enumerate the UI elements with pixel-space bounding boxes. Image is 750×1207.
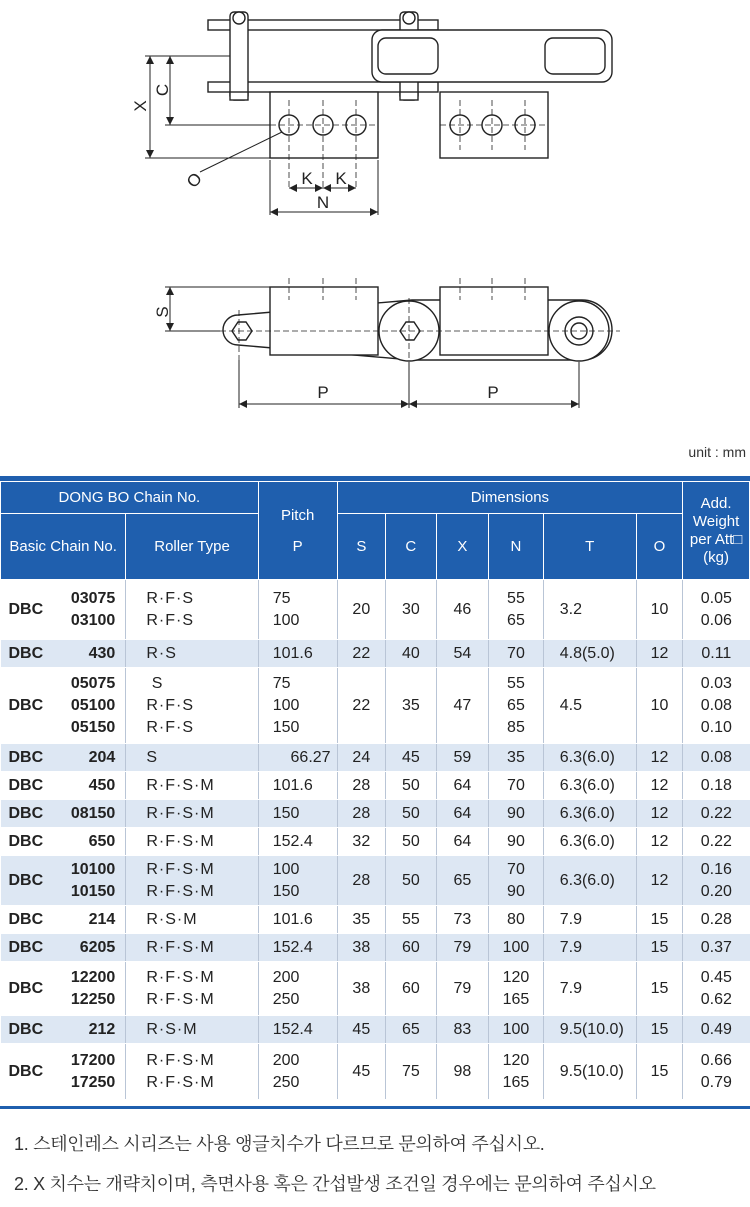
row-pitch: 75 100 150: [258, 668, 337, 744]
row-pitch: 66.27: [258, 744, 337, 772]
row-prefix: DBC: [1, 1016, 62, 1044]
row-pitch: 152.4: [258, 828, 337, 856]
row-n: 120 165: [489, 1044, 544, 1100]
row-c: 50: [386, 828, 437, 856]
row-x: 46: [436, 580, 489, 640]
row-roller-type: S R·F·S R·F·S: [126, 668, 258, 744]
note-2: 2. X 치수는 개략치이며, 측면사용 혹은 간섭발생 조건일 경우에는 문의하여 주십시오: [14, 1174, 656, 1194]
row-n: 90: [489, 828, 544, 856]
table-row: [1, 828, 750, 856]
row-prefix: DBC: [1, 640, 62, 668]
row-weight: 0.16 0.20: [683, 856, 750, 906]
dim-label-p1: P: [317, 383, 329, 402]
row-x: 59: [436, 744, 489, 772]
row-x: 98: [436, 1044, 489, 1100]
row-chain-no: 204: [61, 744, 126, 772]
row-roller-type: R·F·S·M: [126, 800, 258, 828]
row-pitch: 152.4: [258, 1016, 337, 1044]
row-pitch: 101.6: [258, 640, 337, 668]
row-t: 6.3(6.0): [543, 856, 636, 906]
row-c: 50: [386, 800, 437, 828]
row-weight: 0.03 0.08 0.10: [683, 668, 750, 744]
row-roller-type: S: [126, 744, 258, 772]
table-row: [1, 640, 750, 668]
row-x: 79: [436, 934, 489, 962]
header-basic: Basic Chain No.: [1, 514, 126, 580]
row-o: 15: [636, 1044, 682, 1100]
row-s: 45: [337, 1044, 386, 1100]
header-x: X: [436, 514, 489, 580]
row-weight: 0.45 0.62: [683, 962, 750, 1016]
header-roller: Roller Type: [126, 514, 258, 580]
row-c: 60: [386, 934, 437, 962]
row-t: 3.2: [543, 580, 636, 640]
row-chain-no: 10100 10150: [61, 856, 126, 906]
unit-label: unit : mm: [688, 444, 746, 460]
row-n: 120 165: [489, 962, 544, 1016]
row-o: 15: [636, 934, 682, 962]
row-weight: 0.08: [683, 744, 750, 772]
row-t: 9.5(10.0): [543, 1016, 636, 1044]
row-s: 28: [337, 800, 386, 828]
row-n: 70: [489, 772, 544, 800]
row-chain-no: 08150: [61, 800, 126, 828]
row-t: 6.3(6.0): [543, 828, 636, 856]
row-chain-no: 6205: [61, 934, 126, 962]
row-pitch: 100 150: [258, 856, 337, 906]
row-roller-type: R·F·S·M: [126, 772, 258, 800]
row-s: 35: [337, 906, 386, 934]
row-x: 64: [436, 828, 489, 856]
note-1: 1. 스테인레스 시리즈는 사용 앵글치수가 다르므로 문의하여 주십시오.: [14, 1134, 545, 1154]
row-x: 83: [436, 1016, 489, 1044]
row-prefix: DBC: [1, 772, 62, 800]
row-t: 6.3(6.0): [543, 800, 636, 828]
table-row: [1, 962, 750, 1016]
row-o: 15: [636, 906, 682, 934]
row-roller-type: R·S·M: [126, 906, 258, 934]
row-prefix: DBC: [1, 906, 62, 934]
row-o: 12: [636, 640, 682, 668]
row-s: 38: [337, 962, 386, 1016]
dim-label-o: O: [182, 169, 206, 192]
table-row: [1, 1044, 750, 1100]
row-o: 12: [636, 800, 682, 828]
row-x: 47: [436, 668, 489, 744]
dim-label-c: C: [153, 83, 172, 97]
row-prefix: DBC: [1, 800, 62, 828]
row-x: 54: [436, 640, 489, 668]
row-chain-no: 430: [61, 640, 126, 668]
row-weight: 0.28: [683, 906, 750, 934]
row-roller-type: R·F·S·M: [126, 828, 258, 856]
row-pitch: 101.6: [258, 772, 337, 800]
row-n: 90: [489, 800, 544, 828]
row-n: 55 65: [489, 580, 544, 640]
row-o: 15: [636, 962, 682, 1016]
row-x: 64: [436, 800, 489, 828]
row-roller-type: R·F·S·M R·F·S·M: [126, 962, 258, 1016]
table-row: [1, 906, 750, 934]
row-roller-type: R·S·M: [126, 1016, 258, 1044]
row-o: 12: [636, 772, 682, 800]
row-prefix: DBC: [1, 744, 62, 772]
header-s: S: [337, 514, 386, 580]
row-n: 100: [489, 934, 544, 962]
row-n: 100: [489, 1016, 544, 1044]
row-pitch: 150: [258, 800, 337, 828]
row-o: 10: [636, 580, 682, 640]
table-row: [1, 1016, 750, 1044]
row-t: 6.3(6.0): [543, 772, 636, 800]
row-chain-no: 212: [61, 1016, 126, 1044]
row-c: 30: [386, 580, 437, 640]
row-weight: 0.49: [683, 1016, 750, 1044]
row-s: 45: [337, 1016, 386, 1044]
row-weight: 0.22: [683, 828, 750, 856]
row-s: 32: [337, 828, 386, 856]
row-t: 7.9: [543, 962, 636, 1016]
row-weight: 0.22: [683, 800, 750, 828]
row-s: 22: [337, 668, 386, 744]
chain-attachment-diagram: [0, 0, 750, 440]
table-bottom-bar: [0, 1106, 750, 1109]
row-chain-no: 650: [61, 828, 126, 856]
row-roller-type: R·F·S R·F·S: [126, 580, 258, 640]
dim-label-n: N: [316, 193, 330, 212]
row-prefix: DBC: [1, 668, 62, 744]
row-chain-no: 214: [61, 906, 126, 934]
row-pitch: 200 250: [258, 962, 337, 1016]
row-s: 22: [337, 640, 386, 668]
row-prefix: DBC: [1, 962, 62, 1016]
row-o: 12: [636, 856, 682, 906]
row-pitch: 152.4: [258, 934, 337, 962]
row-n: 35: [489, 744, 544, 772]
header-pitch-label: Pitch: [280, 506, 315, 524]
dim-label-k1: K: [301, 169, 313, 188]
row-weight: 0.11: [683, 640, 750, 668]
header-weight: Add. Weight per Att□ (kg): [683, 482, 750, 580]
row-weight: 0.05 0.06: [683, 580, 750, 640]
row-n: 70 90: [489, 856, 544, 906]
row-o: 10: [636, 668, 682, 744]
table-row: [1, 744, 750, 772]
row-prefix: DBC: [1, 828, 62, 856]
row-prefix: DBC: [1, 856, 62, 906]
row-roller-type: R·S: [126, 640, 258, 668]
row-s: 24: [337, 744, 386, 772]
row-t: 4.5: [543, 668, 636, 744]
row-c: 50: [386, 856, 437, 906]
row-o: 12: [636, 828, 682, 856]
row-t: 6.3(6.0): [543, 744, 636, 772]
row-c: 65: [386, 1016, 437, 1044]
row-chain-no: 17200 17250: [61, 1044, 126, 1100]
row-roller-type: R·F·S·M R·F·S·M: [126, 1044, 258, 1100]
row-c: 60: [386, 962, 437, 1016]
header-pitch: [258, 482, 337, 580]
row-weight: 0.66 0.79: [683, 1044, 750, 1100]
row-s: 28: [337, 772, 386, 800]
row-c: 35: [386, 668, 437, 744]
row-prefix: DBC: [1, 580, 62, 640]
row-weight: 0.18: [683, 772, 750, 800]
header-dongbo: DONG BO Chain No.: [1, 482, 259, 514]
table-row: [1, 580, 750, 640]
dim-label-s: S: [153, 306, 172, 318]
row-n: 70: [489, 640, 544, 668]
table-row: [1, 668, 750, 744]
row-s: 28: [337, 856, 386, 906]
row-x: 64: [436, 772, 489, 800]
row-chain-no: 03075 03100: [61, 580, 126, 640]
row-prefix: DBC: [1, 934, 62, 962]
row-chain-no: 12200 12250: [61, 962, 126, 1016]
dim-label-x: X: [131, 100, 150, 112]
row-pitch: 200 250: [258, 1044, 337, 1100]
header-n: N: [489, 514, 544, 580]
row-roller-type: R·F·S·M: [126, 934, 258, 962]
row-x: 65: [436, 856, 489, 906]
row-n: 55 65 85: [489, 668, 544, 744]
header-o: O: [636, 514, 682, 580]
table-row: [1, 772, 750, 800]
chain-spec-table: [0, 481, 750, 1100]
row-x: 79: [436, 962, 489, 1016]
row-c: 55: [386, 906, 437, 934]
row-o: 12: [636, 744, 682, 772]
row-t: 7.9: [543, 906, 636, 934]
row-chain-no: 450: [61, 772, 126, 800]
table-row: [1, 800, 750, 828]
row-c: 40: [386, 640, 437, 668]
row-s: 38: [337, 934, 386, 962]
dim-label-p2: P: [487, 383, 499, 402]
row-n: 80: [489, 906, 544, 934]
row-s: 20: [337, 580, 386, 640]
row-x: 73: [436, 906, 489, 934]
row-o: 15: [636, 1016, 682, 1044]
header-t: T: [543, 514, 636, 580]
table-row: [1, 856, 750, 906]
row-t: 7.9: [543, 934, 636, 962]
row-roller-type: R·F·S·M R·F·S·M: [126, 856, 258, 906]
row-c: 75: [386, 1044, 437, 1100]
dim-label-k2: K: [335, 169, 347, 188]
row-c: 50: [386, 772, 437, 800]
row-t: 9.5(10.0): [543, 1044, 636, 1100]
row-pitch: 75 100: [258, 580, 337, 640]
header-c: C: [386, 514, 437, 580]
row-t: 4.8(5.0): [543, 640, 636, 668]
row-weight: 0.37: [683, 934, 750, 962]
header-dimensions: Dimensions: [337, 482, 683, 514]
row-pitch: 101.6: [258, 906, 337, 934]
header-pitch-p: P: [292, 537, 303, 555]
row-c: 45: [386, 744, 437, 772]
table-row: [1, 934, 750, 962]
row-prefix: DBC: [1, 1044, 62, 1100]
row-chain-no: 05075 05100 05150: [61, 668, 126, 744]
